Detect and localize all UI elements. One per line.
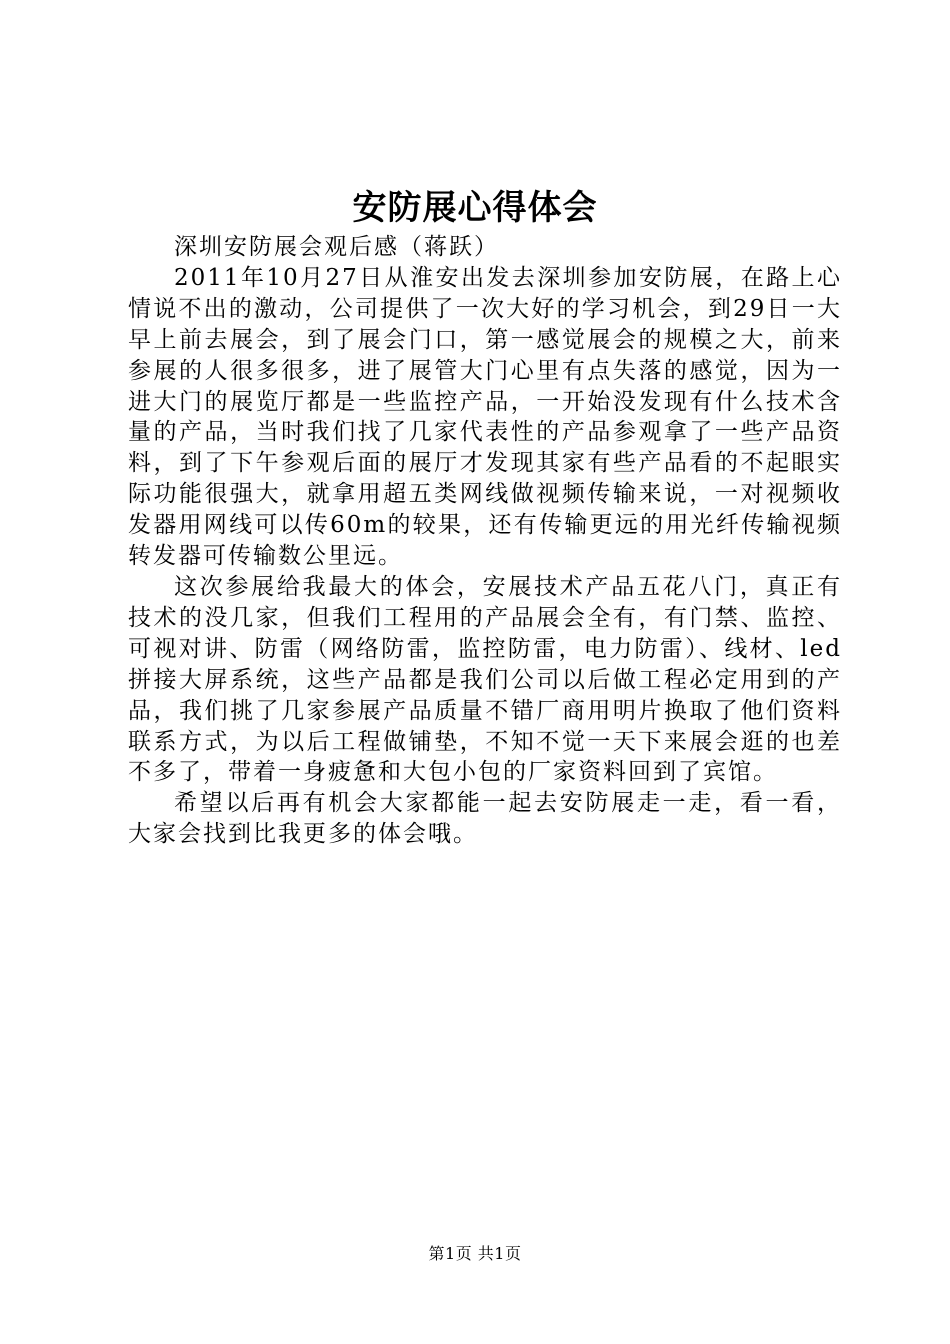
paragraph-trip: 2011年10月27日从淮安出发去深圳参加安防展，在路上心情说不出的激动，公司提供了一次大好的学习机会，到29日一大早上前去展会，到了展会门口，第一感觉展会的规模之大，前来参展的人很多很多，进了展管大门心里有点失落的感觉，因为一进大门的展览厅都是一些监控产品，一开始没发现有什么技术含量的产品，当时我们找了几家代表性的产品参观拿了一些产品资料，到了下午参观后面的展厅才发现其家有些产品看的不起眼实际功能很强大，就拿用超五类网线做视频传输来说，一对视频收发器用网线可以传60m的较果，还有传输更远的用光纤传输视频转发器可传输数公里远。 <box>128 264 842 570</box>
document-body <box>128 232 842 850</box>
paragraph-experience: 这次参展给我最大的体会，安展技术产品五花八门，真正有技术的没几家，但我们工程用的产品展会全有，有门禁、监控、可视对讲、防雷（网络防雷，监控防雷，电力防雷）、线材、led拼接大屏系统，这些产品都是我们公司以后做工程必定用到的产品，我们挑了几家参展产品质量不错厂商用明片换取了他们资料联系方式，为以后工程做铺垫，不知不觉一天下来展会逛的也差不多了，带着一身疲惫和大包小包的厂家资料回到了宾馆。 <box>128 573 842 786</box>
page-footer: 第1页 共1页 <box>428 1244 522 1263</box>
document-title: 安防展心得体会 <box>352 188 598 228</box>
paragraph-hope: 希望以后再有机会大家都能一起去安防展走一走，看一看，大家会找到比我更多的体会哦。 <box>128 790 842 848</box>
paragraph-subtitle: 深圳安防展会观后感（蒋跃） <box>174 234 499 260</box>
